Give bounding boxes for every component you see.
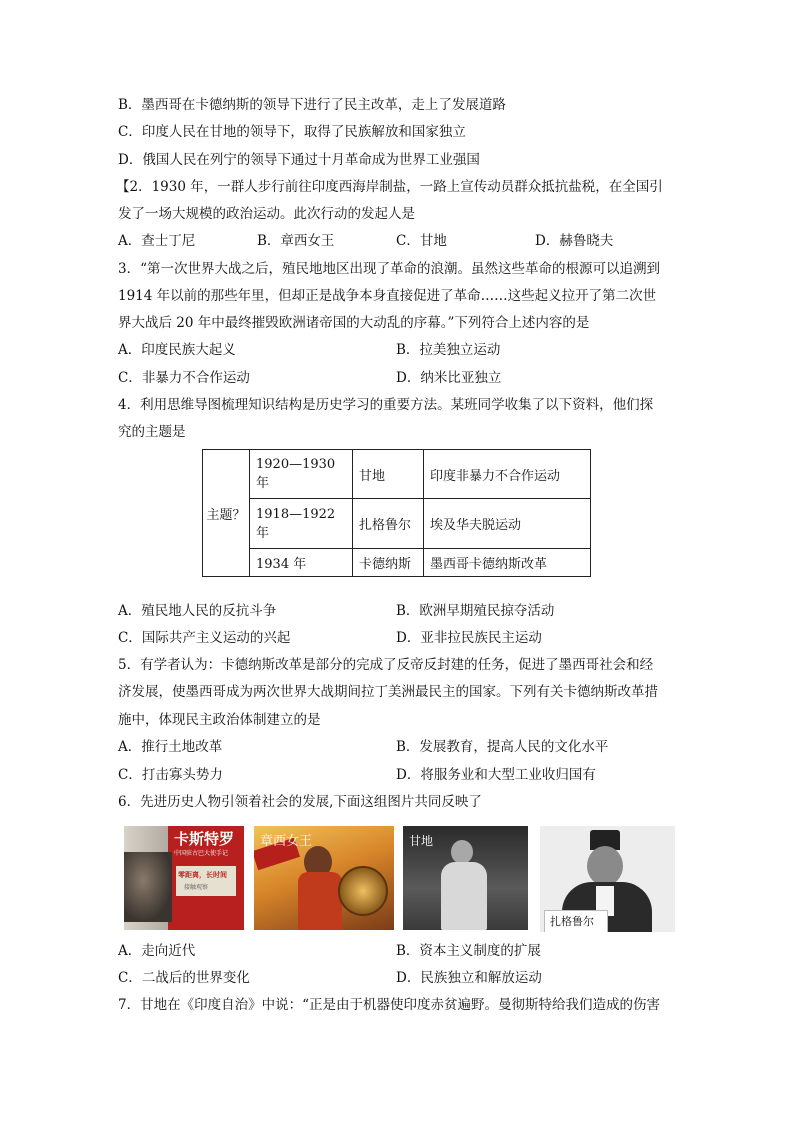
table-cell-event: 墨西哥卡德纳斯改革 (424, 548, 591, 576)
q5-stem-line3: 施中，体现民主政治体制建立的是 (118, 712, 321, 728)
table-row (203, 450, 591, 499)
q2-option-c: C．甘地 (396, 233, 447, 249)
q6-stem-line1: 6．先进历史人物引领着社会的发展,下面这组图片共同反映了 (118, 794, 482, 810)
table-cell-person: 扎格鲁尔 (353, 499, 424, 548)
castro-book-photo (124, 826, 244, 930)
photo-castro-title: 卡斯特罗 (174, 830, 235, 848)
table-cell-event: 埃及华夫脱运动 (424, 499, 591, 548)
q6-option-d: D．民族独立和解放运动 (396, 970, 542, 986)
q1-option-d: D．俄国人民在列宁的领导下通过十月革命成为世界工业强国 (118, 152, 480, 168)
q6-option-b: B．资本主义制度的扩展 (396, 943, 541, 959)
table-cell-year: 1918—1922 年 (250, 499, 353, 548)
gandhi-photo (403, 826, 528, 930)
q2-option-a: A．查士丁尼 (118, 233, 196, 249)
q4-option-b: B．欧洲早期殖民掠夺活动 (396, 603, 555, 619)
q6-option-a: A．走向近代 (118, 943, 196, 959)
q5-option-b: B．发展教育，提高人民的文化水平 (396, 739, 609, 755)
table-theme-header: 主题？ (203, 450, 250, 577)
photo-castro-line1: 零距离，长时间 (178, 871, 227, 879)
q1-option-b: B．墨西哥在卡德纳斯的领导下进行了民主改革，走上了发展道路 (118, 97, 506, 113)
q6-option-c: C．二战后的世界变化 (118, 970, 250, 986)
q4-stem-line1: 4．利用思维导图梳理知识结构是历史学习的重要方法。某班同学收集了以下资料，他们探 (118, 397, 654, 413)
photo-castro-subtitle: 中国驻古巴大使手记 (174, 850, 229, 857)
q3-option-a: A．印度民族大起义 (118, 342, 236, 358)
table-cell-person: 甘地 (353, 450, 424, 499)
q3-stem-line3: 界大战后 20 年中最终摧毁欧洲诸帝国的大动乱的序幕。”下列符合上述内容的是 (118, 315, 590, 331)
q2-option-b: B．章西女王 (257, 233, 335, 249)
q1-option-c: C．印度人民在甘地的领导下，取得了民族解放和国家独立 (118, 124, 466, 140)
queen-jhansi-photo (254, 826, 394, 930)
q4-option-d: D．亚非拉民族民主运动 (396, 630, 542, 646)
q3-stem-line2: 1914 年以前的那些年里，但却正是战争本身直接促进了革命……这些起义拉开了第二次世 (118, 288, 657, 304)
table-cell-year: 1920—1930 年 (250, 450, 353, 499)
q5-option-a: A．推行土地改革 (118, 739, 223, 755)
q4-option-a: A．殖民地人民的反抗斗争 (118, 603, 277, 619)
q3-option-c: C．非暴力不合作运动 (118, 370, 250, 386)
photo-queen-title: 章西女王 (260, 834, 313, 849)
photo-gandhi-title: 甘地 (409, 834, 434, 848)
q2-option-d: D．赫鲁晓夫 (535, 233, 614, 249)
table-cell-person: 卡德纳斯 (353, 548, 424, 576)
table-cell-year: 1934 年 (250, 548, 353, 576)
q4-option-c: C．国际共产主义运动的兴起 (118, 630, 291, 646)
q5-stem-line1: 5．有学者认为：卡德纳斯改革是部分的完成了反帝反封建的任务，促进了墨西哥社会和经 (118, 657, 654, 673)
table-row (203, 548, 591, 576)
q5-option-d: D．将服务业和大型工业收归国有 (396, 767, 596, 783)
q5-stem-line2: 济发展，使墨西哥成为两次世界大战期间拉丁美洲最民主的国家。下列有关卡德纳斯改革措 (118, 684, 658, 700)
photo-zaghlul-title: 扎格鲁尔 (550, 915, 594, 928)
zaghlul-photo (540, 826, 675, 932)
photo-castro-line2: 接触观察 (184, 884, 209, 891)
table-row (203, 499, 591, 548)
q3-option-b: B．拉美独立运动 (396, 342, 501, 358)
q2-stem-line2: 发了一场大规模的政治运动。此次行动的发起人是 (118, 206, 415, 222)
q7-stem-line1: 7．甘地在《印度自治》中说：“正是由于机器使印度赤贫遍野。曼彻斯特给我们造成的伤害 (118, 997, 660, 1013)
q2-stem-line1: 【2．1930 年，一群人步行前往印度西海岸制盐，一路上宣传动员群众抵抗盐税，在全国引 (116, 179, 663, 195)
theme-table (202, 449, 591, 577)
q3-option-d: D．纳米比亚独立 (396, 370, 502, 386)
q5-option-c: C．打击寡头势力 (118, 767, 223, 783)
q3-stem-line1: 3．“第一次世界大战之后，殖民地地区出现了革命的浪潮。虽然这些革命的根源可以追溯到 (118, 261, 660, 277)
table-cell-event: 印度非暴力不合作运动 (424, 450, 591, 499)
q4-stem-line2: 究的主题是 (118, 424, 186, 440)
